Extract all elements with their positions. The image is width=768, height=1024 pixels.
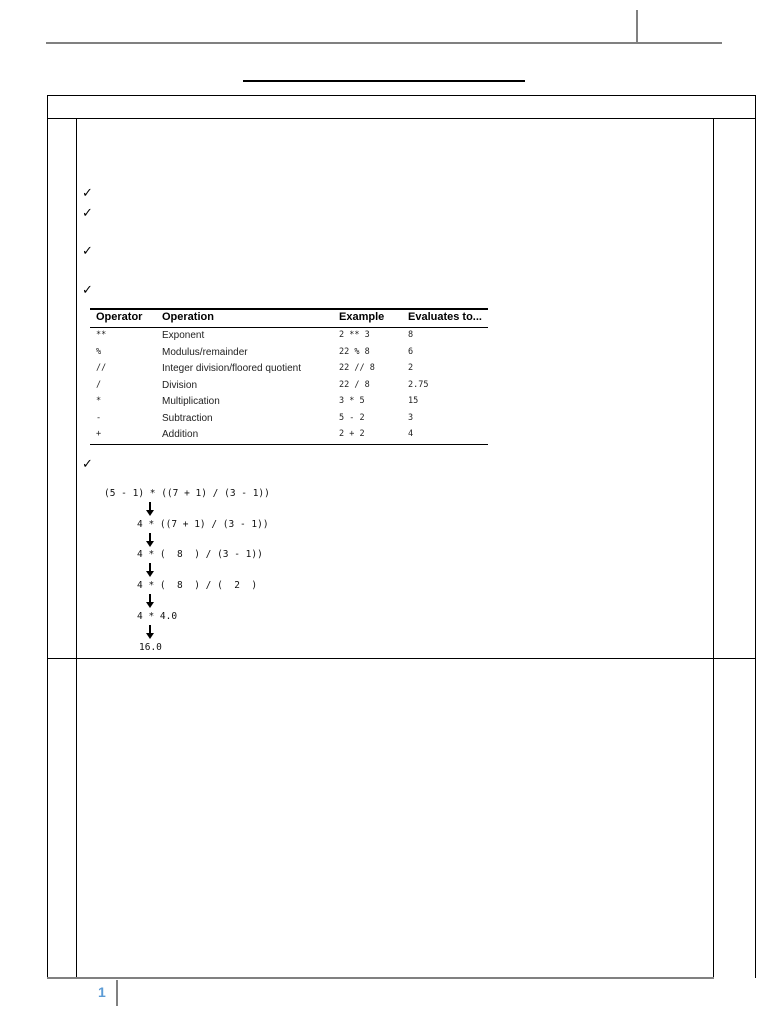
table-row xyxy=(90,413,488,430)
result-cell: 6 xyxy=(408,346,414,357)
checkmark-icon: ✓ xyxy=(82,283,93,298)
table-row xyxy=(90,347,488,364)
footer-divider xyxy=(116,980,118,1006)
operator-cell: % xyxy=(96,346,102,357)
checkmark-icon: ✓ xyxy=(82,457,93,472)
table-row xyxy=(90,363,488,380)
column-header: Example xyxy=(339,311,385,323)
operation-cell: Division xyxy=(162,379,198,391)
operator-cell: / xyxy=(96,379,102,390)
checkmark-icon: ✓ xyxy=(82,206,93,221)
evaluation-step: 4 * ( 8 ) / ( 2 ) xyxy=(137,580,258,591)
evaluation-step: 4 * ( 8 ) / (3 - 1)) xyxy=(137,549,263,560)
column-header: Operation xyxy=(162,311,214,323)
result-cell: 8 xyxy=(408,330,414,340)
table-rule xyxy=(90,444,488,445)
example-cell: 22 % 8 xyxy=(339,346,370,357)
table-border-left xyxy=(47,95,48,978)
column-header: Operator xyxy=(96,311,143,323)
operation-cell: Integer division/floored quotient xyxy=(162,363,301,374)
example-cell: 2 + 2 xyxy=(339,429,365,439)
evaluation-step: 4 * ((7 + 1) / (3 - 1)) xyxy=(137,519,269,530)
column-header: Evaluates to... xyxy=(408,311,482,323)
operator-cell: * xyxy=(96,396,102,406)
operation-cell: Subtraction xyxy=(162,412,213,424)
result-cell: 4 xyxy=(408,429,414,439)
example-cell: 5 - 2 xyxy=(339,412,365,423)
operator-cell: - xyxy=(96,412,102,423)
example-cell: 3 * 5 xyxy=(339,396,365,406)
example-cell: 2 ** 3 xyxy=(339,330,370,340)
result-cell: 2.75 xyxy=(408,379,429,390)
operator-cell: ** xyxy=(96,330,107,340)
table-rule xyxy=(90,308,488,310)
evaluation-step: 16.0 xyxy=(139,642,162,653)
table-row xyxy=(90,330,488,347)
header-rule xyxy=(46,42,722,44)
table-row xyxy=(90,396,488,413)
table-row xyxy=(90,380,488,397)
table-border-right xyxy=(755,95,756,978)
operation-cell: Exponent xyxy=(162,330,205,341)
result-cell: 2 xyxy=(408,363,414,373)
checkmark-icon: ✓ xyxy=(82,186,93,201)
table-row-divider xyxy=(47,658,756,659)
table-column-divider xyxy=(76,118,77,978)
example-cell: 22 / 8 xyxy=(339,379,370,390)
operation-cell: Addition xyxy=(162,429,199,440)
table-row-divider xyxy=(47,118,756,119)
page-number: 1 xyxy=(98,984,106,1000)
operator-cell: + xyxy=(96,429,102,439)
title-underline xyxy=(243,80,525,82)
example-cell: 22 // 8 xyxy=(339,363,375,373)
operation-cell: Modulus/remainder xyxy=(162,346,248,358)
table-rule xyxy=(90,327,488,328)
evaluation-step: (5 - 1) * ((7 + 1) / (3 - 1)) xyxy=(104,488,270,499)
evaluation-step: 4 * 4.0 xyxy=(137,611,178,622)
operator-cell: // xyxy=(96,363,107,373)
operation-cell: Multiplication xyxy=(162,396,220,407)
checkmark-icon: ✓ xyxy=(82,244,93,259)
result-cell: 3 xyxy=(408,412,414,423)
result-cell: 15 xyxy=(408,396,419,406)
table-border-top xyxy=(47,95,756,96)
table-column-divider xyxy=(713,118,714,978)
table-border-bottom xyxy=(47,977,714,979)
header-divider xyxy=(636,10,638,43)
